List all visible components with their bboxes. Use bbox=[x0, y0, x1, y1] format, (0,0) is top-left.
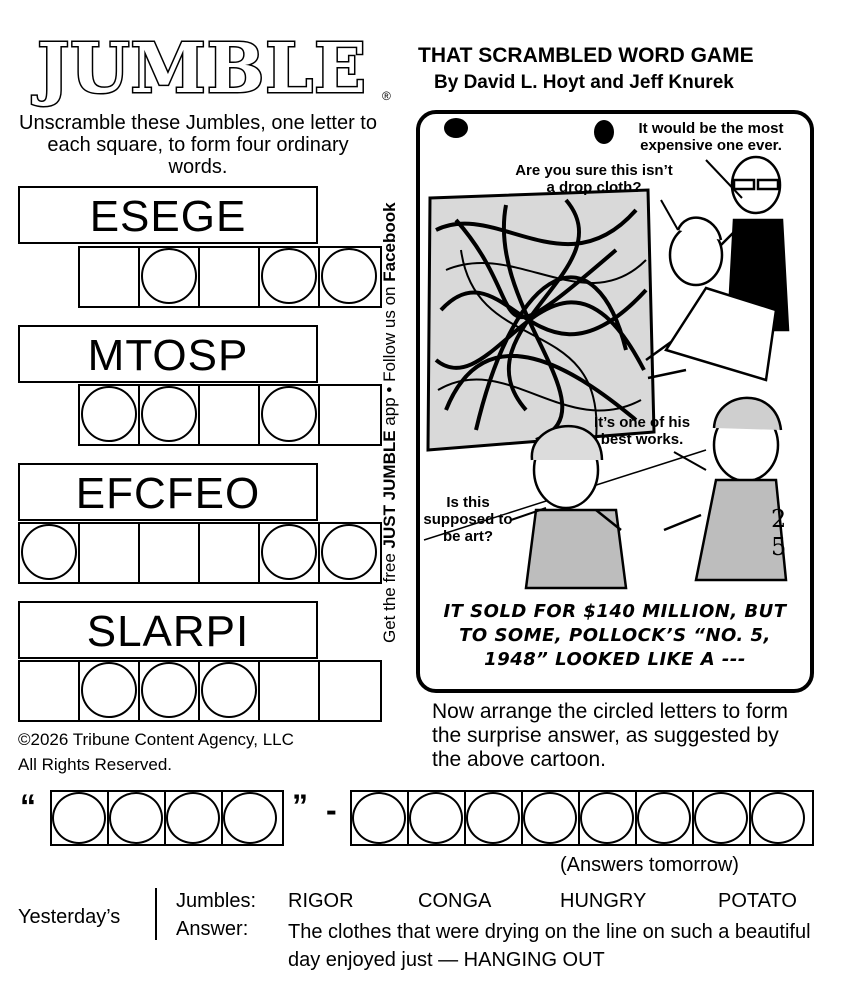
copyright-line-2: All Rights Reserved. bbox=[18, 755, 173, 774]
letter-square[interactable] bbox=[260, 662, 320, 720]
answer-circle[interactable] bbox=[523, 792, 580, 844]
open-quote: “ bbox=[20, 788, 36, 824]
cartoon-panel bbox=[416, 110, 814, 693]
promo-prefix: Get the free bbox=[380, 548, 399, 643]
speech-bubble-4: Is this supposed to be art? bbox=[423, 494, 513, 545]
logo-text: JUMBLE bbox=[37, 30, 367, 108]
copyright bbox=[18, 727, 388, 777]
circled-letter-square[interactable] bbox=[140, 386, 200, 444]
game-title: THAT SCRAMBLED WORD GAME bbox=[418, 44, 754, 67]
answer-row-4 bbox=[18, 660, 382, 722]
jumble-clue-1 bbox=[18, 186, 318, 244]
artist-signature bbox=[771, 505, 786, 561]
jumble-clue-3 bbox=[18, 463, 318, 521]
circled-letter-square[interactable] bbox=[260, 524, 320, 582]
circled-letter-square[interactable] bbox=[320, 248, 380, 306]
letter-square[interactable] bbox=[80, 248, 140, 306]
final-answer-word-2 bbox=[350, 790, 814, 846]
yesterday-answer: The clothes that were drying on the line on such a beautiful day enjoyed just — HANGING OUT bbox=[288, 921, 811, 971]
letter-square[interactable] bbox=[320, 662, 380, 720]
yesterday-label: Yesterday’s bbox=[18, 906, 121, 928]
close-quote: ” bbox=[292, 788, 308, 824]
instructions: Unscramble these Jumbles, one letter to each square, to form four ordinary words. bbox=[19, 112, 377, 178]
answer-circle[interactable] bbox=[223, 792, 280, 844]
circled-letter-square[interactable] bbox=[260, 386, 320, 444]
cartoon-caption: IT SOLD FOR $140 MILLION, BUT TO SOME, POLLOCK’S “NO. 5, 1948” LOOKED LIKE A --- bbox=[443, 601, 787, 670]
answer-circle[interactable] bbox=[166, 792, 223, 844]
promo-app-name[interactable]: JUST JUMBLE bbox=[380, 430, 399, 549]
signature-bottom: 5 bbox=[771, 533, 787, 561]
speech-bubble-2: Are you sure this isn’t a drop cloth? bbox=[515, 162, 673, 196]
yesterday-jumbles-label: Jumbles: bbox=[176, 890, 257, 912]
answer-circle[interactable] bbox=[409, 792, 466, 844]
spotlight-left bbox=[444, 118, 468, 138]
answer-circle[interactable] bbox=[751, 792, 808, 844]
answer-row-1 bbox=[78, 246, 382, 308]
letter-square[interactable] bbox=[20, 662, 80, 720]
yesterday-divider bbox=[155, 888, 157, 940]
jumble-clue-2 bbox=[18, 325, 318, 383]
circled-letter-square[interactable] bbox=[80, 662, 140, 720]
circled-letter-square[interactable] bbox=[140, 248, 200, 306]
letter-square[interactable] bbox=[80, 524, 140, 582]
answer-circle[interactable] bbox=[52, 792, 109, 844]
answer-circle[interactable] bbox=[109, 792, 166, 844]
circled-letter-square[interactable] bbox=[20, 524, 80, 582]
answer-circle[interactable] bbox=[694, 792, 751, 844]
speech-bubble-1: It would be the most expensive one ever. bbox=[638, 120, 784, 154]
answer-row-2 bbox=[78, 384, 382, 446]
yesterday-jumble-word: CONGA bbox=[418, 890, 492, 912]
answer-circle[interactable] bbox=[466, 792, 523, 844]
circled-letter-square[interactable] bbox=[200, 662, 260, 720]
answer-row-3 bbox=[18, 522, 382, 584]
promo-social-link[interactable]: Facebook bbox=[380, 202, 399, 282]
speech-bubble-3: It’s one of his best works. bbox=[593, 414, 691, 448]
answer-dash: - bbox=[326, 792, 337, 828]
circled-letter-square[interactable] bbox=[140, 662, 200, 720]
registered-mark: ® bbox=[382, 89, 391, 103]
app-promo bbox=[380, 163, 406, 643]
game-byline: By David L. Hoyt and Jeff Knurek bbox=[434, 72, 734, 93]
yesterday-jumble-word: RIGOR bbox=[288, 890, 354, 912]
answer-circle[interactable] bbox=[580, 792, 637, 844]
circled-letter-square[interactable] bbox=[260, 248, 320, 306]
answer-circle[interactable] bbox=[637, 792, 694, 844]
arrange-instructions: Now arrange the circled letters to form the surprise answer, as suggested by the above cartoon. bbox=[432, 700, 788, 771]
letter-square[interactable] bbox=[200, 386, 260, 444]
scrambled-word: MTOSP bbox=[87, 331, 249, 380]
yesterday-jumble-word: HUNGRY bbox=[560, 890, 647, 912]
letter-square[interactable] bbox=[200, 248, 260, 306]
copyright-line-1: ©2026 Tribune Content Agency, LLC bbox=[18, 730, 294, 749]
promo-middle: app • Follow us on bbox=[380, 281, 399, 431]
scrambled-word: EFCFEO bbox=[75, 469, 261, 518]
answer-circle[interactable] bbox=[352, 792, 409, 844]
letter-square[interactable] bbox=[140, 524, 200, 582]
circled-letter-square[interactable] bbox=[320, 524, 380, 582]
painting bbox=[428, 190, 654, 450]
scrambled-word: SLARPI bbox=[86, 607, 250, 656]
jumble-clue-4 bbox=[18, 601, 318, 659]
letter-square[interactable] bbox=[200, 524, 260, 582]
answers-tomorrow: (Answers tomorrow) bbox=[560, 854, 739, 876]
yesterday-jumble-word: POTATO bbox=[718, 890, 797, 912]
final-answer-word-1 bbox=[50, 790, 284, 846]
signature-top: 2 bbox=[771, 505, 787, 533]
scrambled-word: ESEGE bbox=[89, 192, 247, 241]
letter-square[interactable] bbox=[320, 386, 380, 444]
spotlight-right bbox=[594, 120, 614, 144]
circled-letter-square[interactable] bbox=[80, 386, 140, 444]
jumble-logo bbox=[14, 30, 394, 108]
yesterday-answer-label: Answer: bbox=[176, 918, 249, 940]
